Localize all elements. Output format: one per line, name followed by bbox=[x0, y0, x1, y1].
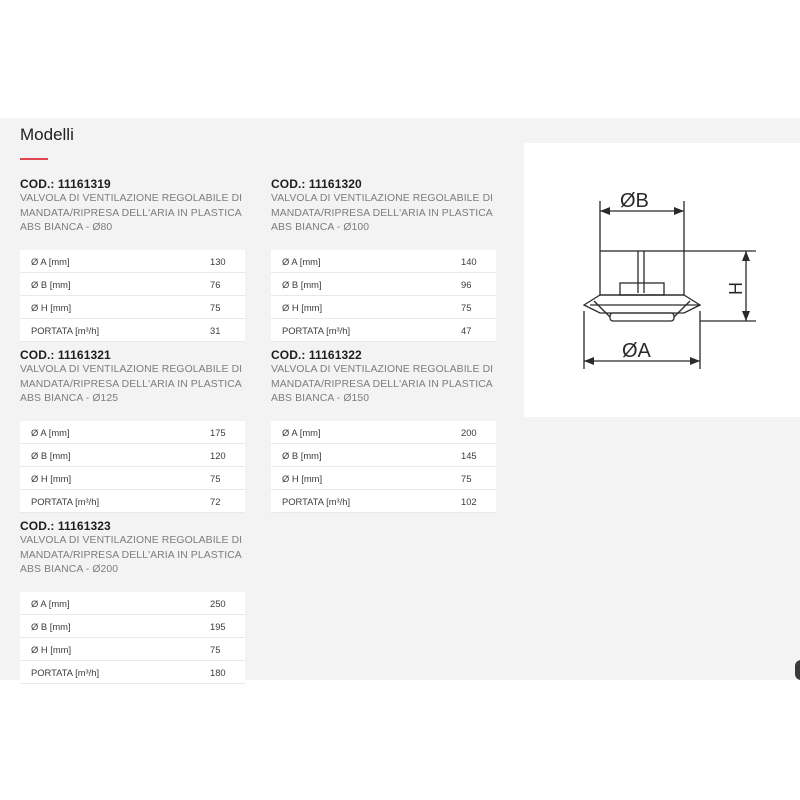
spec-label: Ø H [mm] bbox=[31, 302, 72, 313]
spec-value: 145 bbox=[461, 450, 477, 461]
spec-row bbox=[20, 250, 245, 273]
arrow-icon bbox=[742, 251, 750, 261]
spec-row bbox=[20, 490, 245, 513]
spec-row bbox=[271, 467, 496, 490]
spec-row bbox=[271, 444, 496, 467]
dim-b-label: ØB bbox=[620, 190, 649, 212]
spec-label: Ø A [mm] bbox=[282, 256, 321, 267]
model-card bbox=[20, 347, 246, 513]
arrow-icon bbox=[674, 207, 684, 215]
spec-value: 102 bbox=[461, 496, 477, 507]
spec-row bbox=[271, 273, 496, 296]
arrow-icon bbox=[742, 311, 750, 321]
spec-label: Ø H [mm] bbox=[31, 473, 72, 484]
dim-a-label: ØA bbox=[622, 340, 651, 362]
spec-label: Ø H [mm] bbox=[31, 644, 72, 655]
spec-value: 130 bbox=[210, 256, 226, 267]
spec-row bbox=[20, 421, 245, 444]
title-accent-line bbox=[20, 158, 48, 160]
spec-value: 195 bbox=[210, 621, 226, 632]
arrow-icon bbox=[690, 357, 700, 365]
valve-drawing bbox=[524, 143, 800, 417]
spec-row bbox=[20, 444, 245, 467]
arrow-icon bbox=[600, 207, 610, 215]
model-card bbox=[271, 176, 497, 342]
spec-value: 250 bbox=[210, 598, 226, 609]
model-code: COD.: 11161322 bbox=[271, 348, 362, 362]
spec-value: 47 bbox=[461, 325, 472, 336]
spec-value: 75 bbox=[210, 473, 221, 484]
model-card bbox=[271, 347, 497, 513]
spec-value: 75 bbox=[210, 644, 221, 655]
model-description: VALVOLA DI VENTILAZIONE REGOLABILE DI MANDATA/RIPRESA DELL'ARIA IN PLASTICA ABS BIANCA - Ø150 bbox=[271, 364, 494, 405]
spec-row bbox=[20, 661, 245, 684]
spec-label: PORTATA [m³/h] bbox=[31, 325, 100, 336]
spec-row bbox=[20, 592, 245, 615]
spec-table bbox=[20, 421, 245, 513]
model-code: COD.: 11161321 bbox=[20, 348, 111, 362]
spec-value: 175 bbox=[210, 427, 226, 438]
spec-value: 96 bbox=[461, 279, 472, 290]
model-code: COD.: 11161319 bbox=[20, 177, 111, 191]
spec-label: Ø B [mm] bbox=[31, 279, 71, 290]
model-card bbox=[20, 518, 246, 684]
spec-label: Ø B [mm] bbox=[282, 279, 322, 290]
spec-row bbox=[20, 467, 245, 490]
spec-label: Ø A [mm] bbox=[31, 427, 70, 438]
model-code: COD.: 11161320 bbox=[271, 177, 362, 191]
spec-value: 75 bbox=[210, 302, 221, 313]
spec-value: 76 bbox=[210, 279, 221, 290]
spec-label: Ø H [mm] bbox=[282, 473, 323, 484]
spec-label: Ø B [mm] bbox=[282, 450, 322, 461]
model-description: VALVOLA DI VENTILAZIONE REGOLABILE DI MANDATA/RIPRESA DELL'ARIA IN PLASTICA ABS BIANCA - Ø200 bbox=[20, 535, 243, 576]
spec-table bbox=[20, 592, 245, 684]
dim-h-label: H bbox=[726, 282, 746, 295]
spec-label: Ø A [mm] bbox=[31, 256, 70, 267]
spec-table bbox=[20, 250, 245, 342]
arrow-icon bbox=[584, 357, 594, 365]
spec-row bbox=[20, 273, 245, 296]
spec-label: Ø B [mm] bbox=[31, 621, 71, 632]
spec-label: Ø A [mm] bbox=[31, 598, 70, 609]
spec-label: Ø H [mm] bbox=[282, 302, 323, 313]
spec-value: 31 bbox=[210, 325, 221, 336]
valve-flange bbox=[584, 295, 700, 313]
model-description: VALVOLA DI VENTILAZIONE REGOLABILE DI MANDATA/RIPRESA DELL'ARIA IN PLASTICA ABS BIANCA - Ø80 bbox=[20, 193, 243, 234]
spec-row bbox=[271, 490, 496, 513]
spec-table bbox=[271, 421, 496, 513]
spec-value: 140 bbox=[461, 256, 477, 267]
scroll-to-top-button[interactable] bbox=[795, 660, 800, 680]
technical-diagram bbox=[524, 143, 800, 417]
spec-value: 200 bbox=[461, 427, 477, 438]
model-code: COD.: 11161323 bbox=[20, 519, 111, 533]
spec-row bbox=[20, 615, 245, 638]
spec-label: PORTATA [m³/h] bbox=[282, 325, 351, 336]
model-description: VALVOLA DI VENTILAZIONE REGOLABILE DI MANDATA/RIPRESA DELL'ARIA IN PLASTICA ABS BIANCA - Ø125 bbox=[20, 364, 243, 405]
spec-value: 75 bbox=[461, 302, 472, 313]
spec-label: Ø B [mm] bbox=[31, 450, 71, 461]
spec-value: 120 bbox=[210, 450, 226, 461]
spec-row bbox=[271, 296, 496, 319]
spec-row bbox=[20, 638, 245, 661]
section-title: Modelli bbox=[20, 125, 74, 144]
model-card bbox=[20, 176, 246, 342]
spec-label: PORTATA [m³/h] bbox=[31, 667, 100, 678]
spec-value: 180 bbox=[210, 667, 226, 678]
model-description: VALVOLA DI VENTILAZIONE REGOLABILE DI MANDATA/RIPRESA DELL'ARIA IN PLASTICA ABS BIANCA - Ø100 bbox=[271, 193, 494, 234]
spec-label: Ø A [mm] bbox=[282, 427, 321, 438]
valve-body bbox=[600, 251, 684, 295]
spec-label: PORTATA [m³/h] bbox=[282, 496, 351, 507]
spec-row bbox=[271, 421, 496, 444]
spec-row bbox=[20, 296, 245, 319]
spec-row bbox=[20, 319, 245, 342]
spec-table bbox=[271, 250, 496, 342]
spec-value: 72 bbox=[210, 496, 221, 507]
spec-label: PORTATA [m³/h] bbox=[31, 496, 100, 507]
spec-row bbox=[271, 319, 496, 342]
spec-value: 75 bbox=[461, 473, 472, 484]
spec-row bbox=[271, 250, 496, 273]
